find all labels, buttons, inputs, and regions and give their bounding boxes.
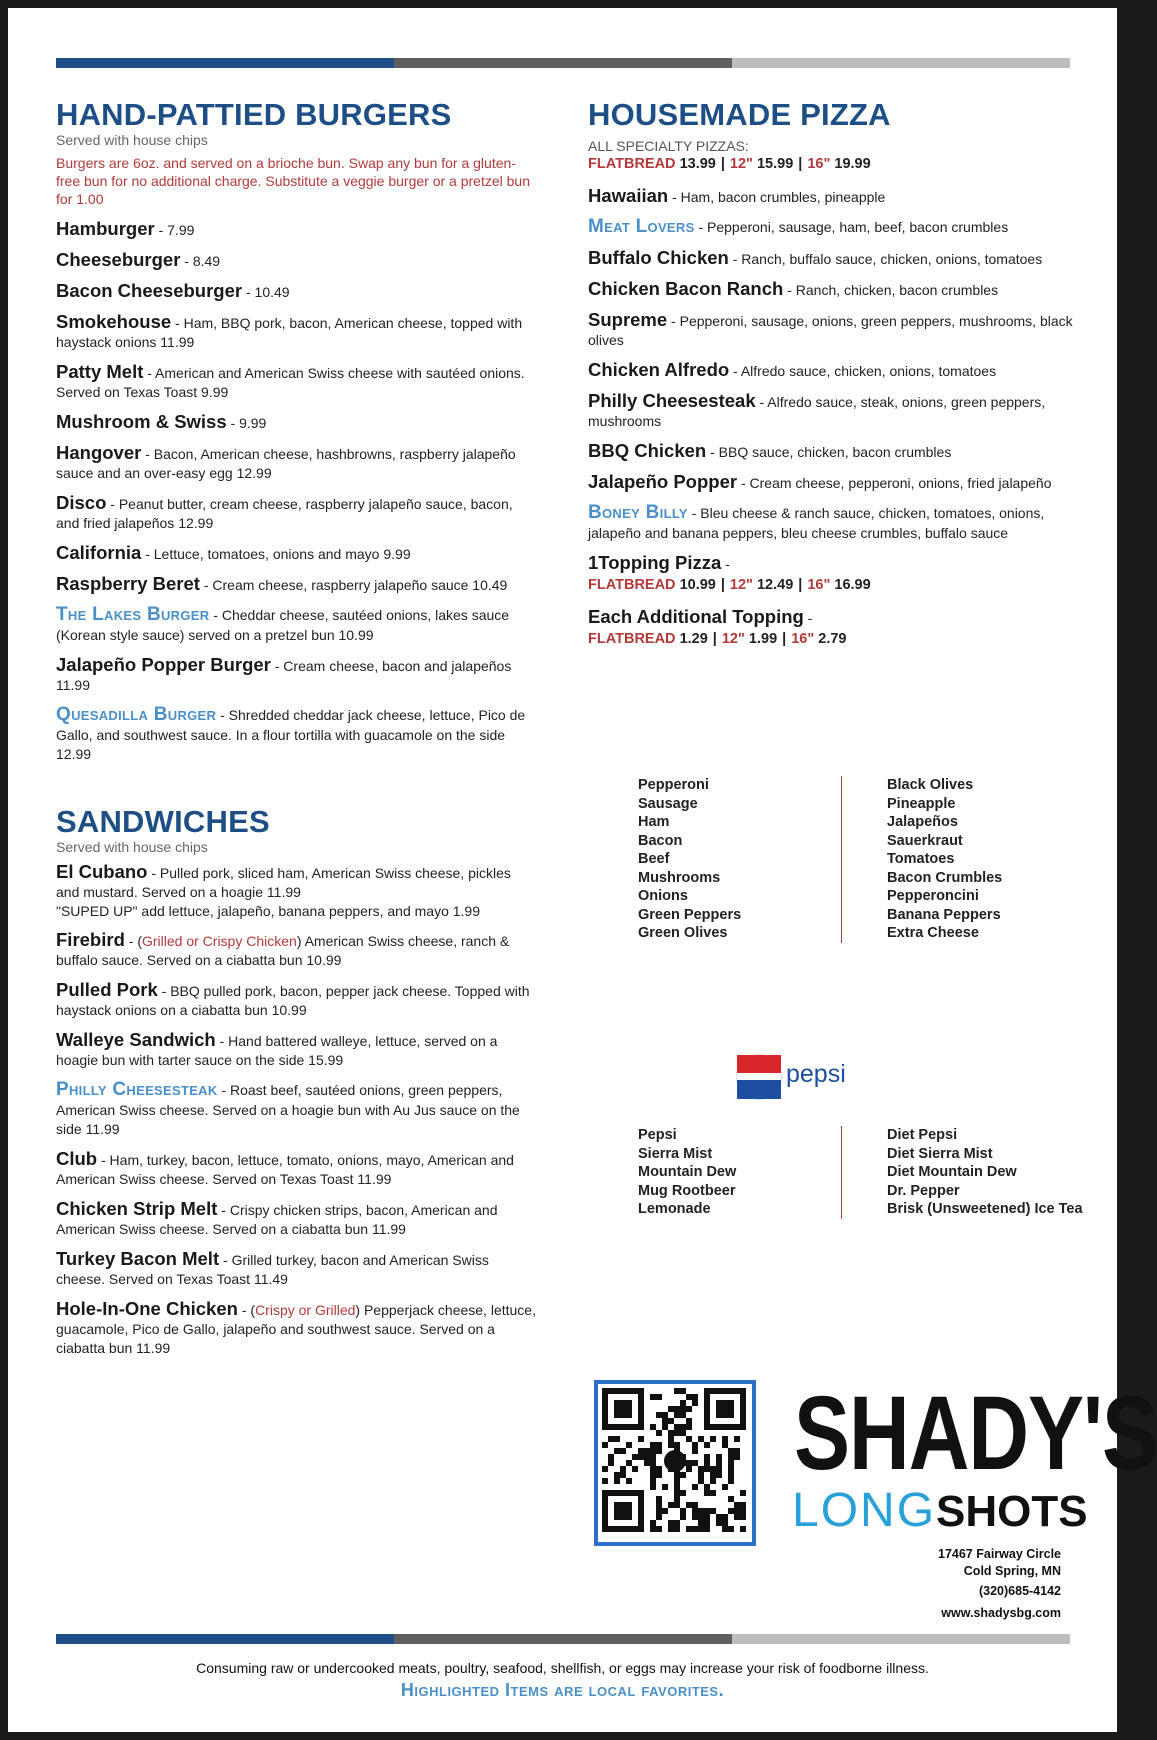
menu-item [56,361,536,402]
drink-item: Sierra Mist [638,1145,713,1162]
menu-item-name: Bacon Cheeseburger [56,280,243,301]
menu-item-desc: - Ranch, chicken, bacon crumbles [783,282,999,298]
menu-item-name: Hawaiian [588,185,669,206]
menu-item-name: Quesadilla Burger [56,704,217,725]
sandwiches-subtitle: Served with house chips [56,839,208,855]
menu-item-desc: - BBQ sauce, chicken, bacon crumbles [706,444,952,460]
menu-item-desc: - Ham, BBQ pork, bacon, American cheese, topped with haystack onions 11.99 [56,315,523,350]
topping-item: Banana Peppers [887,906,1001,923]
menu-item [56,311,536,352]
menu-item-desc: - Lettuce, tomatoes, onions and mayo 9.99 [141,546,411,562]
topping-item: Tomatoes [887,851,955,867]
menu-item-name: Supreme [588,309,668,330]
topping-item: Beef [638,851,670,867]
brand-subname: LONGSHOTS [792,1484,1088,1537]
toppings-left [638,776,796,943]
drink-item: Dr. Pepper [887,1182,960,1199]
menu-item [56,704,536,764]
bottom-color-bar [56,1634,1070,1644]
menu-item-name: Smokehouse [56,311,172,332]
menu-item-desc: - Pepperoni, sausage, onions, green peppers, mushrooms, black olives [588,313,1073,348]
menu-item-name: BBQ Chicken [588,440,707,461]
menu-item-name: Jalapeño Popper [588,471,738,492]
menu-item-name: Walleye Sandwich [56,1029,216,1050]
menu-item-addon: "SUPED UP" add lettuce, jalapeño, banana peppers, and mayo 1.99 [56,903,480,919]
menu-item [56,1198,536,1239]
menu-item-name: Turkey Bacon Melt [56,1248,220,1269]
menu-item [56,280,536,302]
burgers-title: HAND-PATTIED BURGERS [56,97,452,132]
one-topping-prices: FLATBREAD 10.99 | 12" 12.49 | 16" 16.99 [588,577,871,593]
pepsi-logo [736,1054,851,1102]
menu-item-name: Mushroom & Swiss [56,411,227,432]
menu-item-name: Hole-In-One Chicken [56,1298,238,1319]
topping-item: Black Olives [887,777,974,793]
menu-item [588,278,1083,300]
qr-code-icon [598,1384,752,1542]
menu-item [56,249,536,271]
menu-item-name: Firebird [56,929,125,950]
menu-item-name: Philly Cheesesteak [588,390,756,411]
top-color-bar [56,58,1070,68]
menu-item-desc: - Alfredo sauce, steak, onions, green peppers, mushrooms [588,394,1046,429]
burgers-subtitle: Served with house chips [56,132,208,148]
menu-item [588,390,1083,431]
additional-topping-prices: FLATBREAD 1.29 | 12" 1.99 | 16" 2.79 [588,631,847,647]
address-line-1: 17467 Fairway Circle [938,1547,1061,1561]
menu-item-name: Jalapeño Popper Burger [56,654,271,675]
specialty-prices: FLATBREAD 13.99 | 12" 15.99 | 16" 19.99 [588,156,871,172]
menu-item-desc: - 9.99 [226,415,267,431]
topping-item: Extra Cheese [887,925,979,941]
menu-item-desc: - Cream cheese, raspberry jalapeño sauce 10.49 [199,577,508,593]
topping-item: Green Olives [638,925,728,941]
menu-item-desc: - Peanut butter, cream cheese, raspberry jalapeño sauce, bacon, and fried jalapeños 12.99 [56,496,513,531]
menu-item-name: The Lakes Burger [56,604,210,625]
sandwich-list [56,861,536,1358]
menu-item [588,440,1083,462]
topping-item: Pepperoncini [887,888,979,904]
pizza-list [588,185,1083,543]
specialty-label: ALL SPECIALTY PIZZAS: [588,138,749,154]
footer [8,1658,1117,1702]
menu-item-desc: - Bleu cheese & ranch sauce, chicken, tomatoes, onions, jalapeño and banana peppers, bleu cheese crumbles, buffalo sauce [588,505,1045,541]
menu-item [588,471,1083,493]
pizza-title: HOUSEMADE PIZZA [588,97,891,132]
menu-item-desc: - Cream cheese, pepperoni, onions, fried jalapeño [737,475,1052,491]
topping-item: Onions [638,888,688,904]
menu-item-desc: - BBQ pulled pork, bacon, pepper jack cheese. Topped with haystack onions on a ciabatta bun 10.99 [56,983,530,1018]
menu-item-name: Disco [56,492,107,513]
menu-item-desc: - Cheddar cheese, sautéed onions, lakes sauce (Korean style sauce) served on a pretzel bun 10.99 [56,607,510,643]
menu-item-name: Chicken Strip Melt [56,1198,218,1219]
menu-item [56,604,536,645]
qr-code[interactable] [594,1380,756,1546]
menu-item-name: California [56,542,142,563]
menu-item [56,1148,536,1189]
menu-item-desc: - Ham, turkey, bacon, lettuce, tomato, onions, mayo, American and American Swiss cheese. Served on Texas Toast 11.99 [56,1152,514,1187]
menu-item [56,492,536,533]
menu-item-desc: - 10.49 [242,284,290,300]
menu-item-name: Patty Melt [56,361,144,382]
menu-item-name: Hamburger [56,218,155,239]
additional-topping: Each Additional Topping - [588,606,813,627]
topping-item: Pepperoni [638,777,709,793]
topping-item: Bacon Crumbles [887,869,1003,886]
drinks-divider [841,1126,842,1219]
menu-item-name: Club [56,1148,98,1169]
sandwiches-title: SANDWICHES [56,804,270,839]
topping-item: Pineapple [887,795,956,812]
pepsi-wordmark: pepsi [786,1060,846,1088]
left-column [56,98,536,1367]
topping-item: Bacon [638,832,683,849]
menu-item-desc: - (Grilled or Crispy Chicken) American Swiss cheese, ranch & buffalo sauce. Served on a ciabatta bun 10.99 [56,933,510,968]
menu-item [56,861,536,920]
burgers-note: Burgers are 6oz. and served on a brioche bun. Swap any bun for a gluten-free bun for no additional charge. Substitute a veggie burger or a pretzel bun for 1.00 [56,155,530,207]
menu-item [56,1079,536,1139]
website[interactable]: www.shadysbg.com [941,1606,1061,1620]
menu-item [588,216,1083,238]
brand-name: SHADY'S [794,1373,1157,1492]
menu-item-desc: - 7.99 [154,222,195,238]
menu-item [56,411,536,433]
topping-item: Mushrooms [638,869,721,886]
drink-item: Mountain Dew [638,1164,737,1180]
pepsi-globe-icon [736,1054,782,1100]
menu-item [56,929,536,970]
menu-item-name: Boney Billy [588,502,688,523]
drink-item: Brisk (Unsweetened) Ice Tea [887,1201,1083,1217]
menu-item [56,218,536,240]
menu-item-name: Cheeseburger [56,249,181,270]
menu-item [56,442,536,483]
menu-item-name: Raspberry Beret [56,573,200,594]
topping-item: Green Peppers [638,906,742,923]
menu-item-desc: - Crispy chicken strips, bacon, American and American Swiss cheese. Served on a ciabatta bun 11.99 [56,1202,498,1237]
topping-item: Sausage [638,795,698,812]
menu-item [588,309,1083,350]
drinks-left [638,1126,796,1219]
toppings-list [638,776,1002,943]
menu-item-name: Buffalo Chicken [588,247,729,268]
burger-list [56,218,536,764]
drink-item: Lemonade [638,1201,711,1217]
menu-item-desc: - Pulled pork, sliced ham, American Swiss cheese, pickles and mustard. Served on a hoagie 11.99 [56,865,511,900]
drink-item: Diet Sierra Mist [887,1145,993,1162]
menu-item [56,573,536,595]
menu-item-desc: - Ham, bacon crumbles, pineapple [668,189,886,205]
one-topping-pizza: 1Topping Pizza - [588,552,730,573]
menu-item-name: Pulled Pork [56,979,158,1000]
topping-item: Jalapeños [887,814,958,830]
menu-item-desc: - Ranch, buffalo sauce, chicken, onions, tomatoes [728,251,1043,267]
drink-item: Pepsi [638,1127,677,1143]
menu-item [588,502,1083,543]
menu-item-desc: - Alfredo sauce, chicken, onions, tomatoes [729,363,997,379]
local-favorites-note: Highlighted Items are local favorites. [400,1680,725,1700]
menu-item-name: Chicken Bacon Ranch [588,278,784,299]
menu-item-name: El Cubano [56,861,148,882]
topping-item: Sauerkraut [887,832,963,849]
drink-item: Diet Mountain Dew [887,1164,1017,1180]
menu-item-name: Chicken Alfredo [588,359,730,380]
menu-item-name: Hangover [56,442,142,463]
menu-item [588,247,1083,269]
menu-item-desc: - Cream cheese, bacon and jalapeños 11.99 [56,658,512,693]
menu-item-desc: - Hand battered walleye, lettuce, served on a hoagie bun with tarter sauce on the side 15.99 [56,1033,498,1068]
menu-item-name: Meat Lovers [588,216,695,237]
address-line-2: Cold Spring, MN [963,1564,1061,1578]
menu-item-desc: - (Crispy or Grilled) Pepperjack cheese, lettuce, guacamole, Pico de Gallo, jalapeño and southwest sauce. Served on a ciabatta bun 11.99 [56,1302,536,1356]
menu-item-desc: - Grilled turkey, bacon and American Swiss cheese. Served on Texas Toast 11.49 [56,1252,489,1287]
topping-item: Ham [638,814,670,830]
menu-item [56,1248,536,1289]
drinks-list [638,1126,1083,1219]
menu-item-name: Philly Cheesesteak [56,1079,218,1100]
menu-item [588,359,1083,381]
menu-item [56,654,536,695]
toppings-divider [841,776,842,943]
menu-item-desc: - Bacon, American cheese, hashbrowns, raspberry jalapeño sauce and an over-easy egg 12.99 [56,446,516,481]
drink-item: Mug Rootbeer [638,1182,736,1199]
menu-item [56,542,536,564]
menu-item-desc: - American and American Swiss cheese with sautéed onions. Served on Texas Toast 9.99 [56,365,525,400]
right-column [588,98,1083,660]
menu-item-desc: - Shredded cheddar jack cheese, lettuce, Pico de Gallo, and southwest sauce. In a flour tortilla with guacamole on the side 12.99 [56,707,526,762]
menu-item [56,979,536,1020]
menu-item [56,1029,536,1070]
menu-item [56,1298,536,1358]
menu-item-desc: - Pepperoni, sausage, ham, beef, bacon crumbles [694,219,1009,235]
phone: (320)685-4142 [978,1584,1061,1598]
drinks-right [887,1126,1083,1219]
toppings-right [887,776,1002,943]
menu-item-desc: - Roast beef, sautéed onions, green peppers, American Swiss cheese. Served on a hoagie bun with Au Jus sauce on the side 11.99 [56,1082,520,1137]
menu-item-desc: - 8.49 [180,253,221,269]
food-warning: Consuming raw or undercooked meats, poultry, seafood, shellfish, or eggs may increase your risk of foodborne illness. [196,1660,929,1676]
menu-item [588,185,1083,207]
address-block [938,1546,1061,1624]
drink-item: Diet Pepsi [887,1127,958,1143]
menu-page [8,8,1157,1732]
